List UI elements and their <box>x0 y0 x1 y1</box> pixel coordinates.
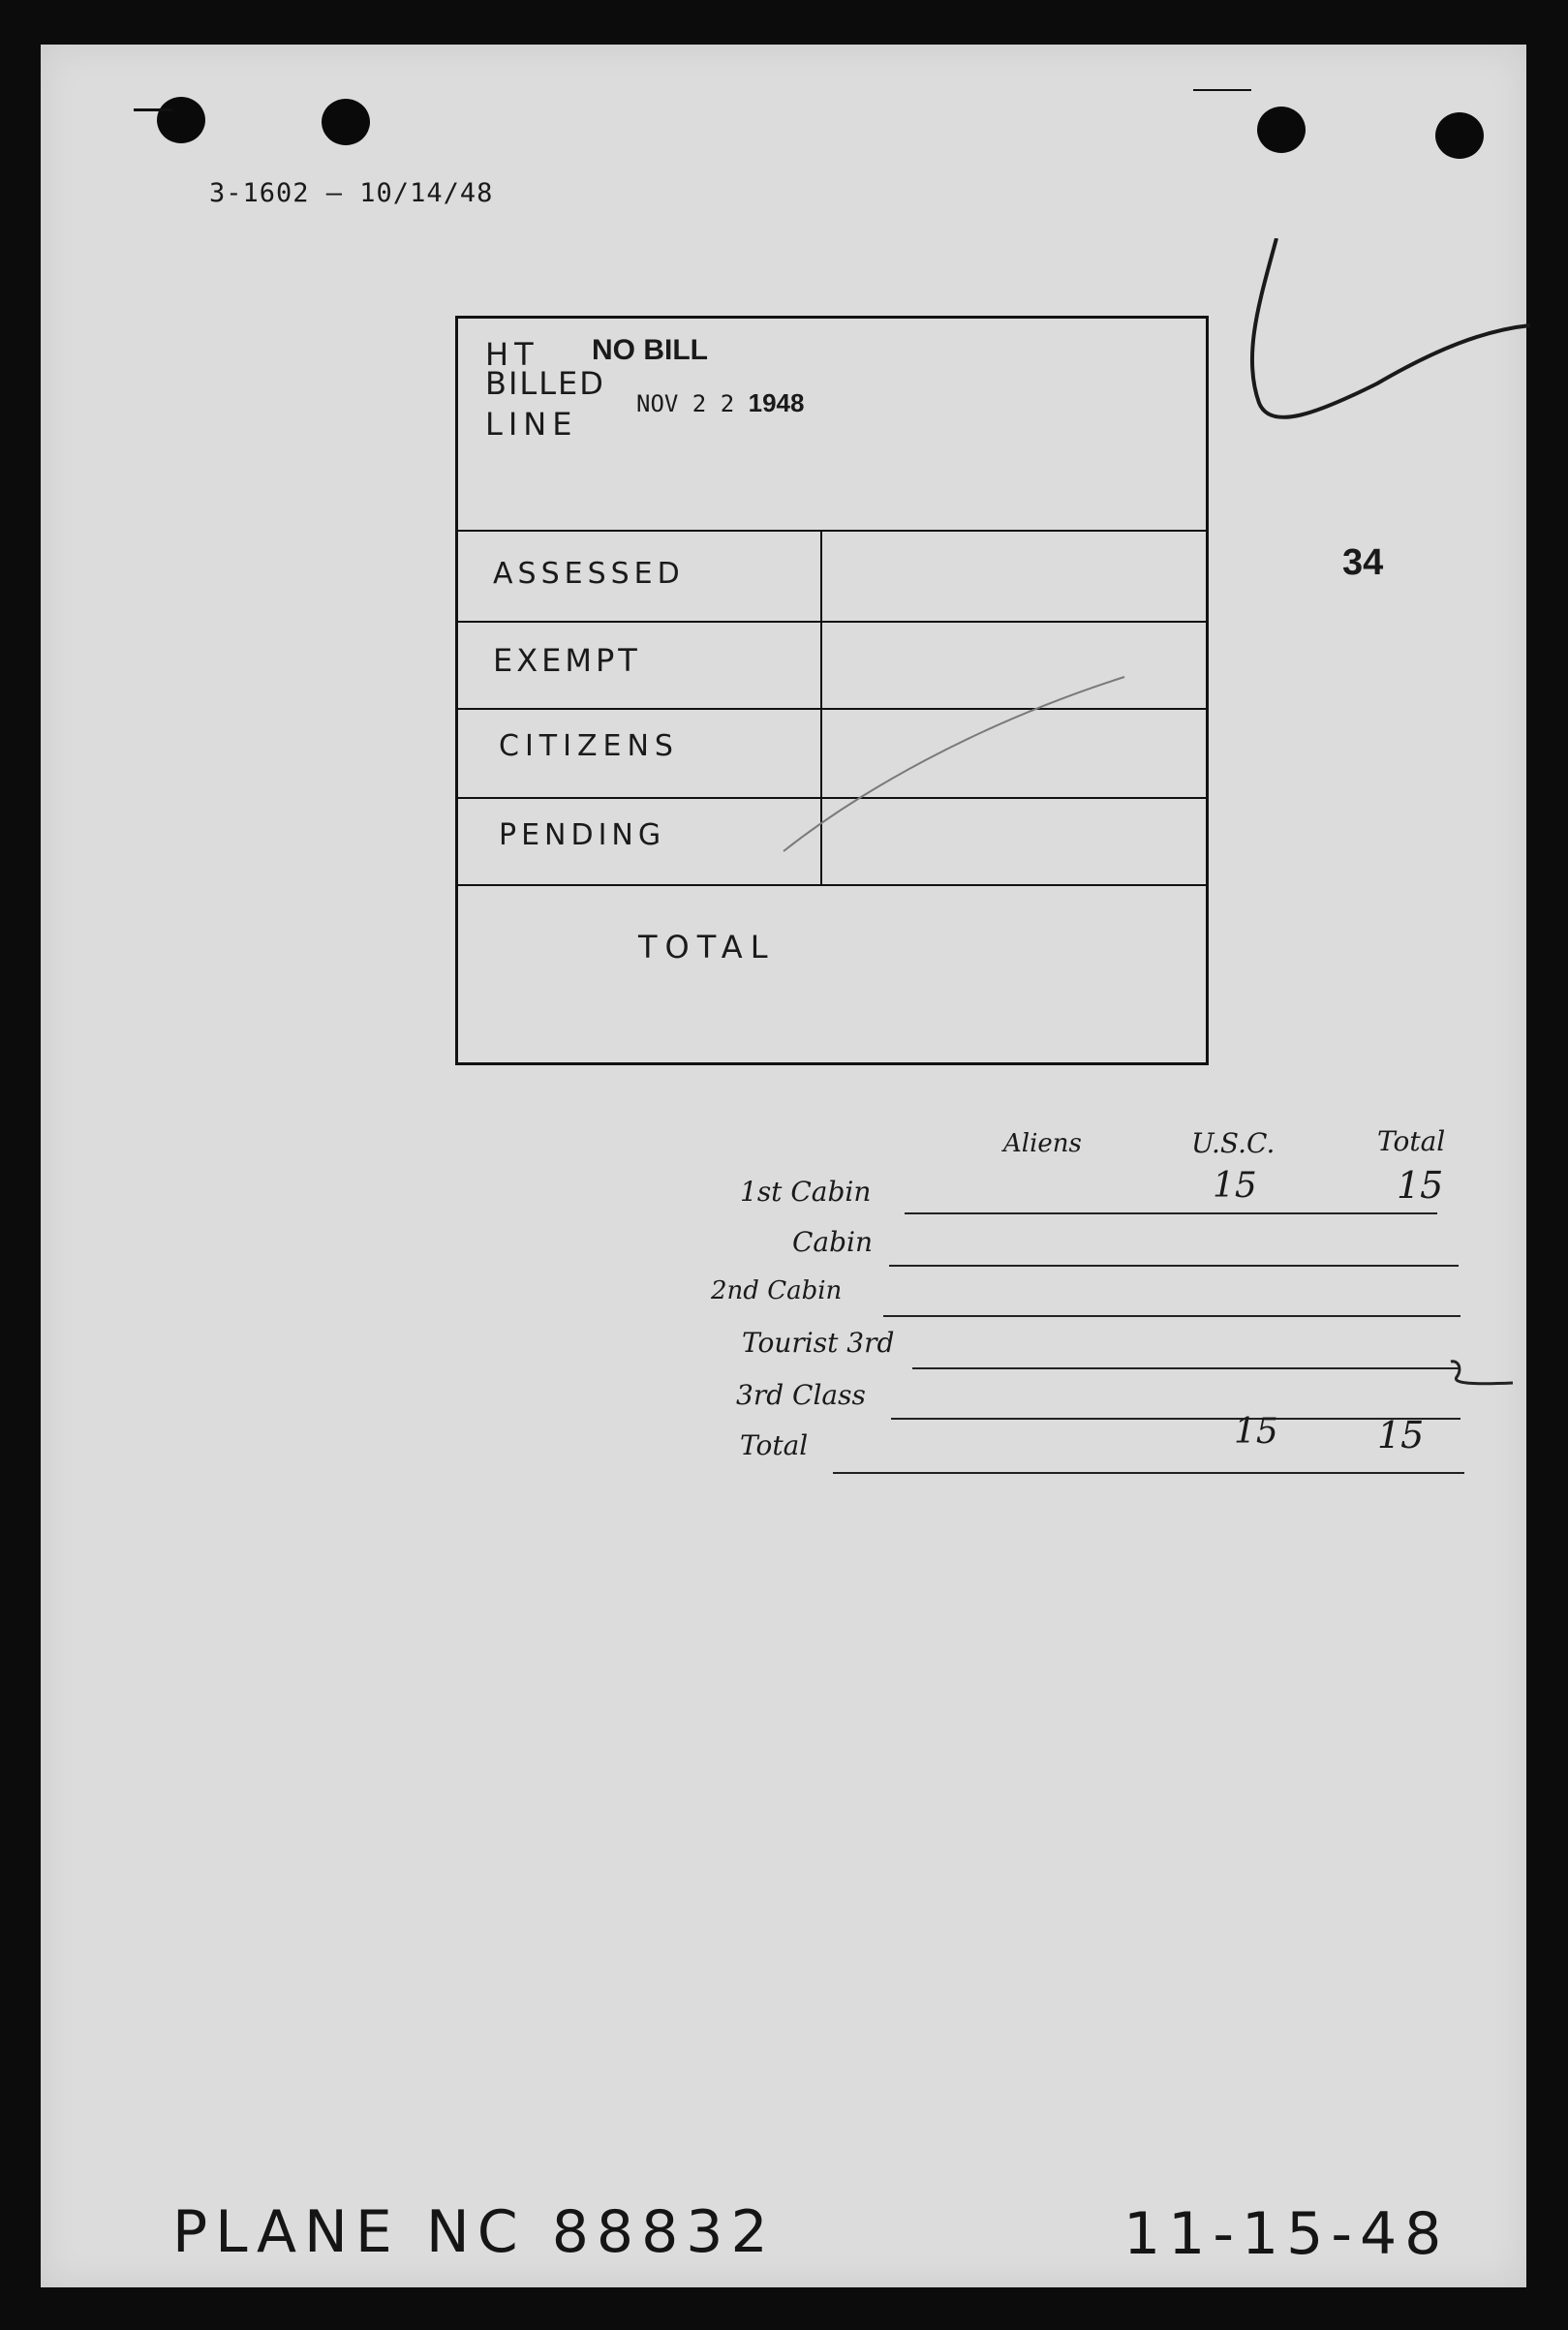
row-line <box>891 1418 1460 1420</box>
row-label-citizens: CITIZENS <box>499 729 679 763</box>
row-label-tourist-3rd: Tourist 3rd <box>742 1327 895 1359</box>
row-line <box>833 1472 1464 1474</box>
row-label-assessed: ASSESSED <box>493 557 685 591</box>
billing-form <box>455 316 1209 1065</box>
cell-1st-cabin-total: 15 <box>1397 1164 1444 1207</box>
stamp-date-year: 1948 <box>748 388 805 417</box>
punch-hole-2 <box>322 99 370 145</box>
label-line: LINE <box>485 406 578 443</box>
row-label-1st-cabin: 1st Cabin <box>740 1176 872 1208</box>
row-label-exempt: EXEMPT <box>493 642 641 679</box>
column-header-total: Total <box>1377 1125 1446 1157</box>
document-serial: 3-1602 — 10/14/48 <box>209 178 494 208</box>
total-label: TOTAL <box>638 929 776 966</box>
top-mark <box>1193 89 1251 91</box>
row-line <box>889 1265 1459 1267</box>
page-number: 34 <box>1342 542 1384 583</box>
row-line <box>883 1315 1460 1317</box>
row-label-3rd-class: 3rd Class <box>736 1379 866 1411</box>
check-mark-icon <box>1222 238 1532 471</box>
row-divider <box>458 621 1206 623</box>
row-label-2nd-cabin: 2nd Cabin <box>711 1276 843 1305</box>
stamp-date <box>636 388 804 418</box>
pencil-stroke <box>780 667 1128 861</box>
column-header-usc: U.S.C. <box>1191 1127 1276 1159</box>
plane-registration: PLANE NC 88832 <box>172 2198 776 2266</box>
row-divider <box>458 884 1206 886</box>
label-ht: HT <box>485 336 539 373</box>
cell-total-usc: 15 <box>1234 1412 1278 1452</box>
cell-1st-cabin-usc: 15 <box>1213 1166 1257 1206</box>
punch-hole-3 <box>1257 107 1306 153</box>
stamp-no-bill: NO BILL <box>592 334 708 366</box>
row-divider <box>458 530 1206 532</box>
footer-date: 11-15-48 <box>1123 2200 1450 2268</box>
pencil-mark <box>1449 1356 1517 1395</box>
row-label-pending: PENDING <box>499 818 666 852</box>
row-label-total: Total <box>740 1429 809 1461</box>
punch-hole-4 <box>1435 112 1484 159</box>
label-billed: BILLED <box>485 365 605 402</box>
row-line <box>912 1367 1460 1369</box>
row-label-cabin: Cabin <box>792 1226 874 1258</box>
top-mark <box>134 108 172 111</box>
stamp-date-month-day: NOV 2 2 <box>636 390 735 417</box>
column-header-aliens: Aliens <box>1003 1129 1082 1158</box>
document-page <box>41 45 1526 2287</box>
cell-total-total: 15 <box>1377 1414 1425 1456</box>
row-line <box>905 1212 1437 1214</box>
punch-hole-1 <box>157 97 205 143</box>
